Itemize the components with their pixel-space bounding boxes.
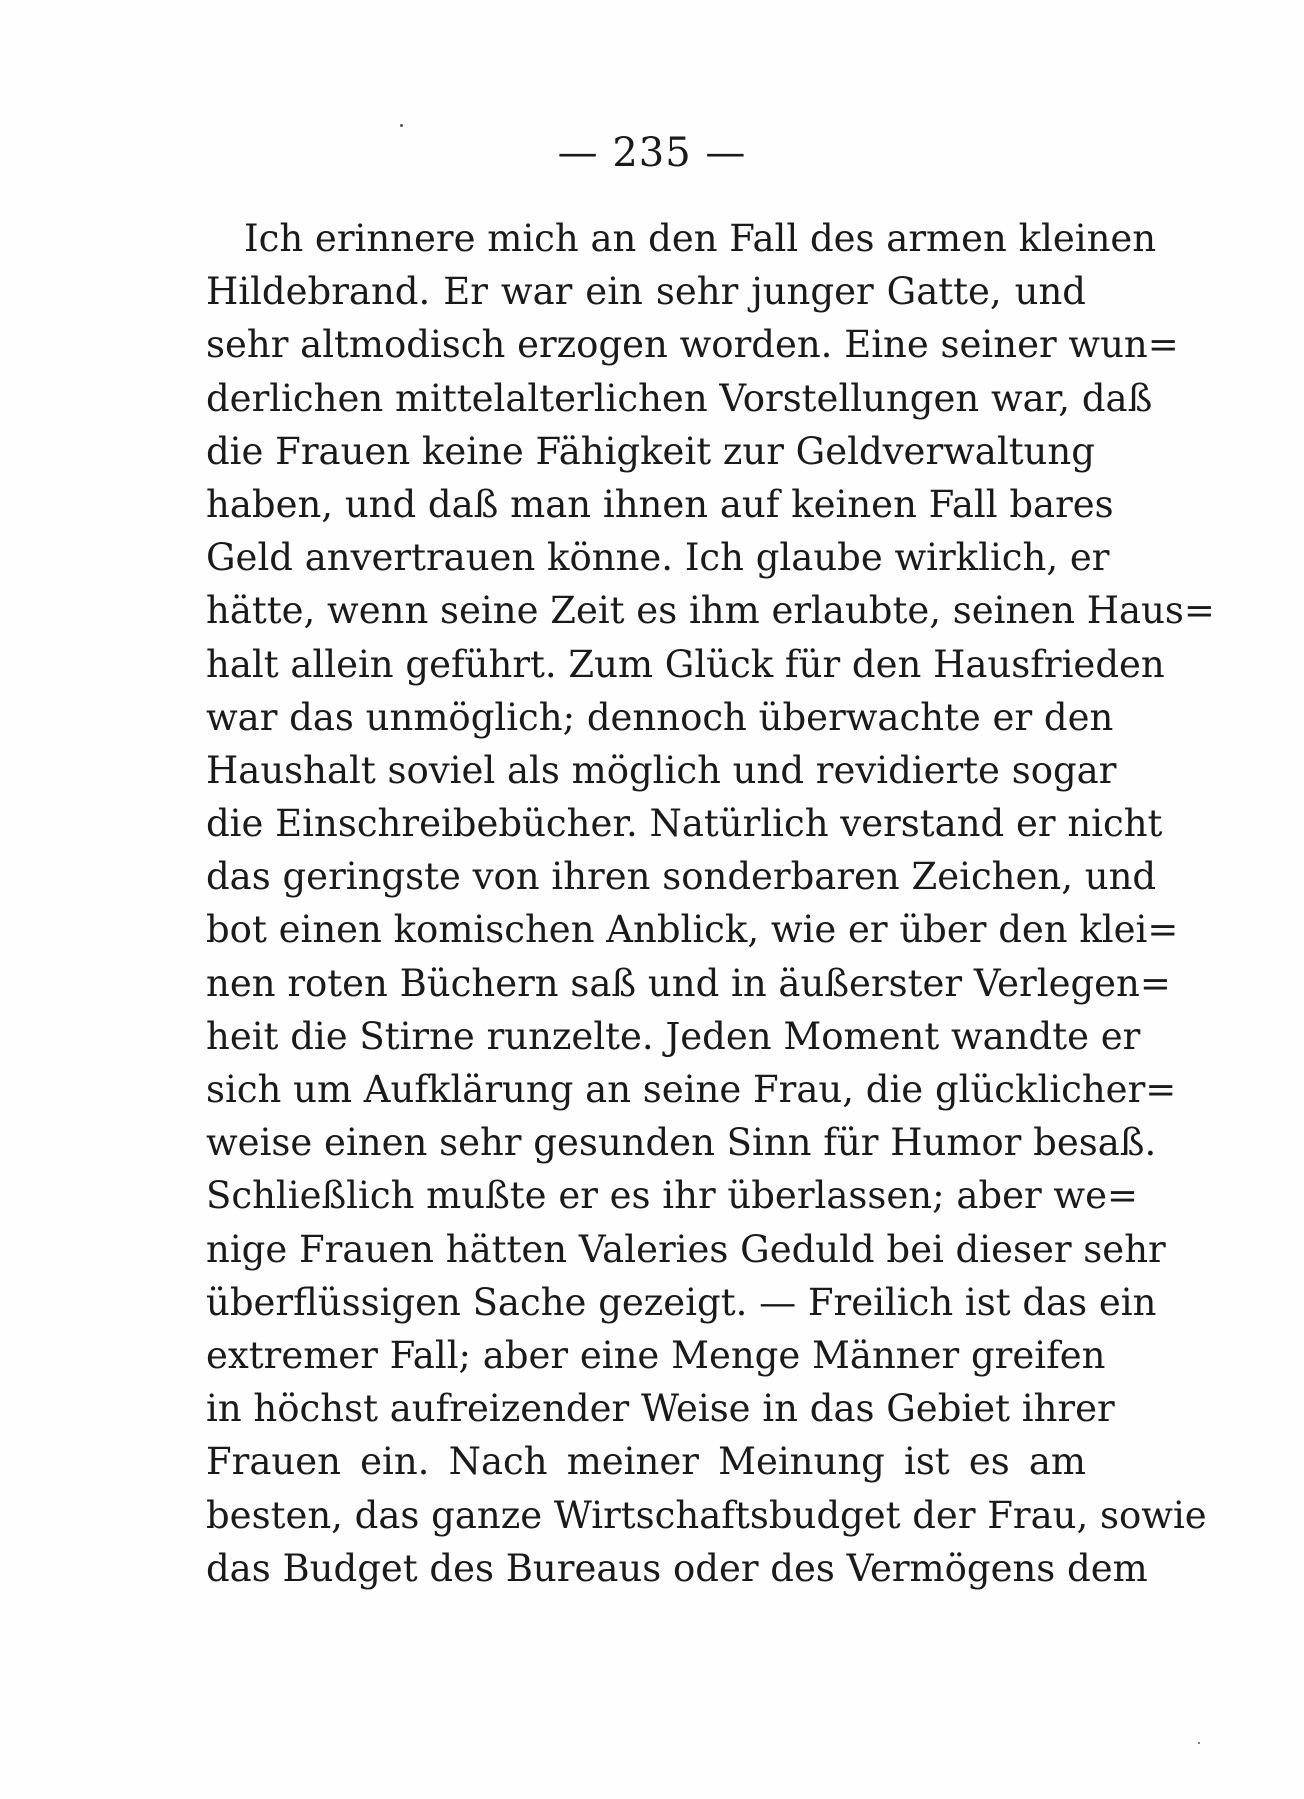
text-line: das geringste von ihren sonderbaren Zeichen, und xyxy=(206,855,1157,899)
text-line: war das unmöglich; dennoch überwachte er den xyxy=(206,695,1114,739)
text-line: überflüssigen Sache gezeigt. — Freilich ist das ein xyxy=(206,1280,1157,1324)
text-line: besten, das ganze Wirtschaftsbudget der Frau, sowie xyxy=(206,1493,1207,1537)
text-line: Haushalt soviel als möglich und revidierte sogar xyxy=(206,748,1117,792)
text-line: hätte, wenn seine Zeit es ihm erlaubte, seinen Haus= xyxy=(206,589,1215,633)
text-line: extremer Fall; aber eine Menge Männer greifen xyxy=(206,1333,1106,1377)
text-line: nige Frauen hätten Valeries Geduld bei dieser sehr xyxy=(206,1227,1166,1271)
text-line: die Frauen keine Fähigkeit zur Geldverwaltung xyxy=(206,429,1095,473)
text-line: heit die Stirne runzelte. Jeden Moment wandte er xyxy=(206,1014,1141,1058)
scan-speck xyxy=(1198,1742,1200,1744)
scan-speck xyxy=(400,124,403,127)
text-line: bot einen komischen Anblick, wie er über den klei= xyxy=(206,908,1179,952)
text-line: Geld anvertrauen könne. Ich glaube wirklich, er xyxy=(206,536,1110,580)
body-text xyxy=(206,212,1215,1595)
text-line: nen roten Büchern saß und in äußerster Verlegen= xyxy=(206,961,1171,1005)
text-line: Ich erinnere mich an den Fall des armen kleinen xyxy=(244,217,1157,260)
text-line: Schließlich mußte er es ihr überlassen; aber we= xyxy=(206,1174,1138,1218)
text-line: haben, und daß man ihnen auf keinen Fall bares xyxy=(206,482,1114,526)
text-line: die Einschreibebücher. Natürlich verstand er nicht xyxy=(206,802,1163,846)
text-line: weise einen sehr gesunden Sinn für Humor besaß. xyxy=(206,1121,1157,1165)
text-line: das Budget des Bureaus oder des Vermögens dem xyxy=(206,1546,1148,1590)
text-line: derlichen mittelalterlichen Vorstellungen war, daß xyxy=(206,376,1153,420)
text-line: sich um Aufklärung an seine Frau, die glücklicher= xyxy=(206,1068,1177,1111)
text-line: in höchst aufreizender Weise in das Gebiet ihrer xyxy=(206,1387,1115,1431)
text-line: halt allein geführt. Zum Glück für den Hausfrieden xyxy=(206,642,1165,686)
text-line: Hildebrand. Er war ein sehr junger Gatte, und xyxy=(206,270,1086,314)
text-line: sehr altmodisch erzogen worden. Eine seiner wun= xyxy=(206,323,1179,367)
page-number: — 235 — xyxy=(557,130,747,176)
text-line: Frauen ein. Nach meiner Meinung ist es am xyxy=(206,1440,1086,1484)
